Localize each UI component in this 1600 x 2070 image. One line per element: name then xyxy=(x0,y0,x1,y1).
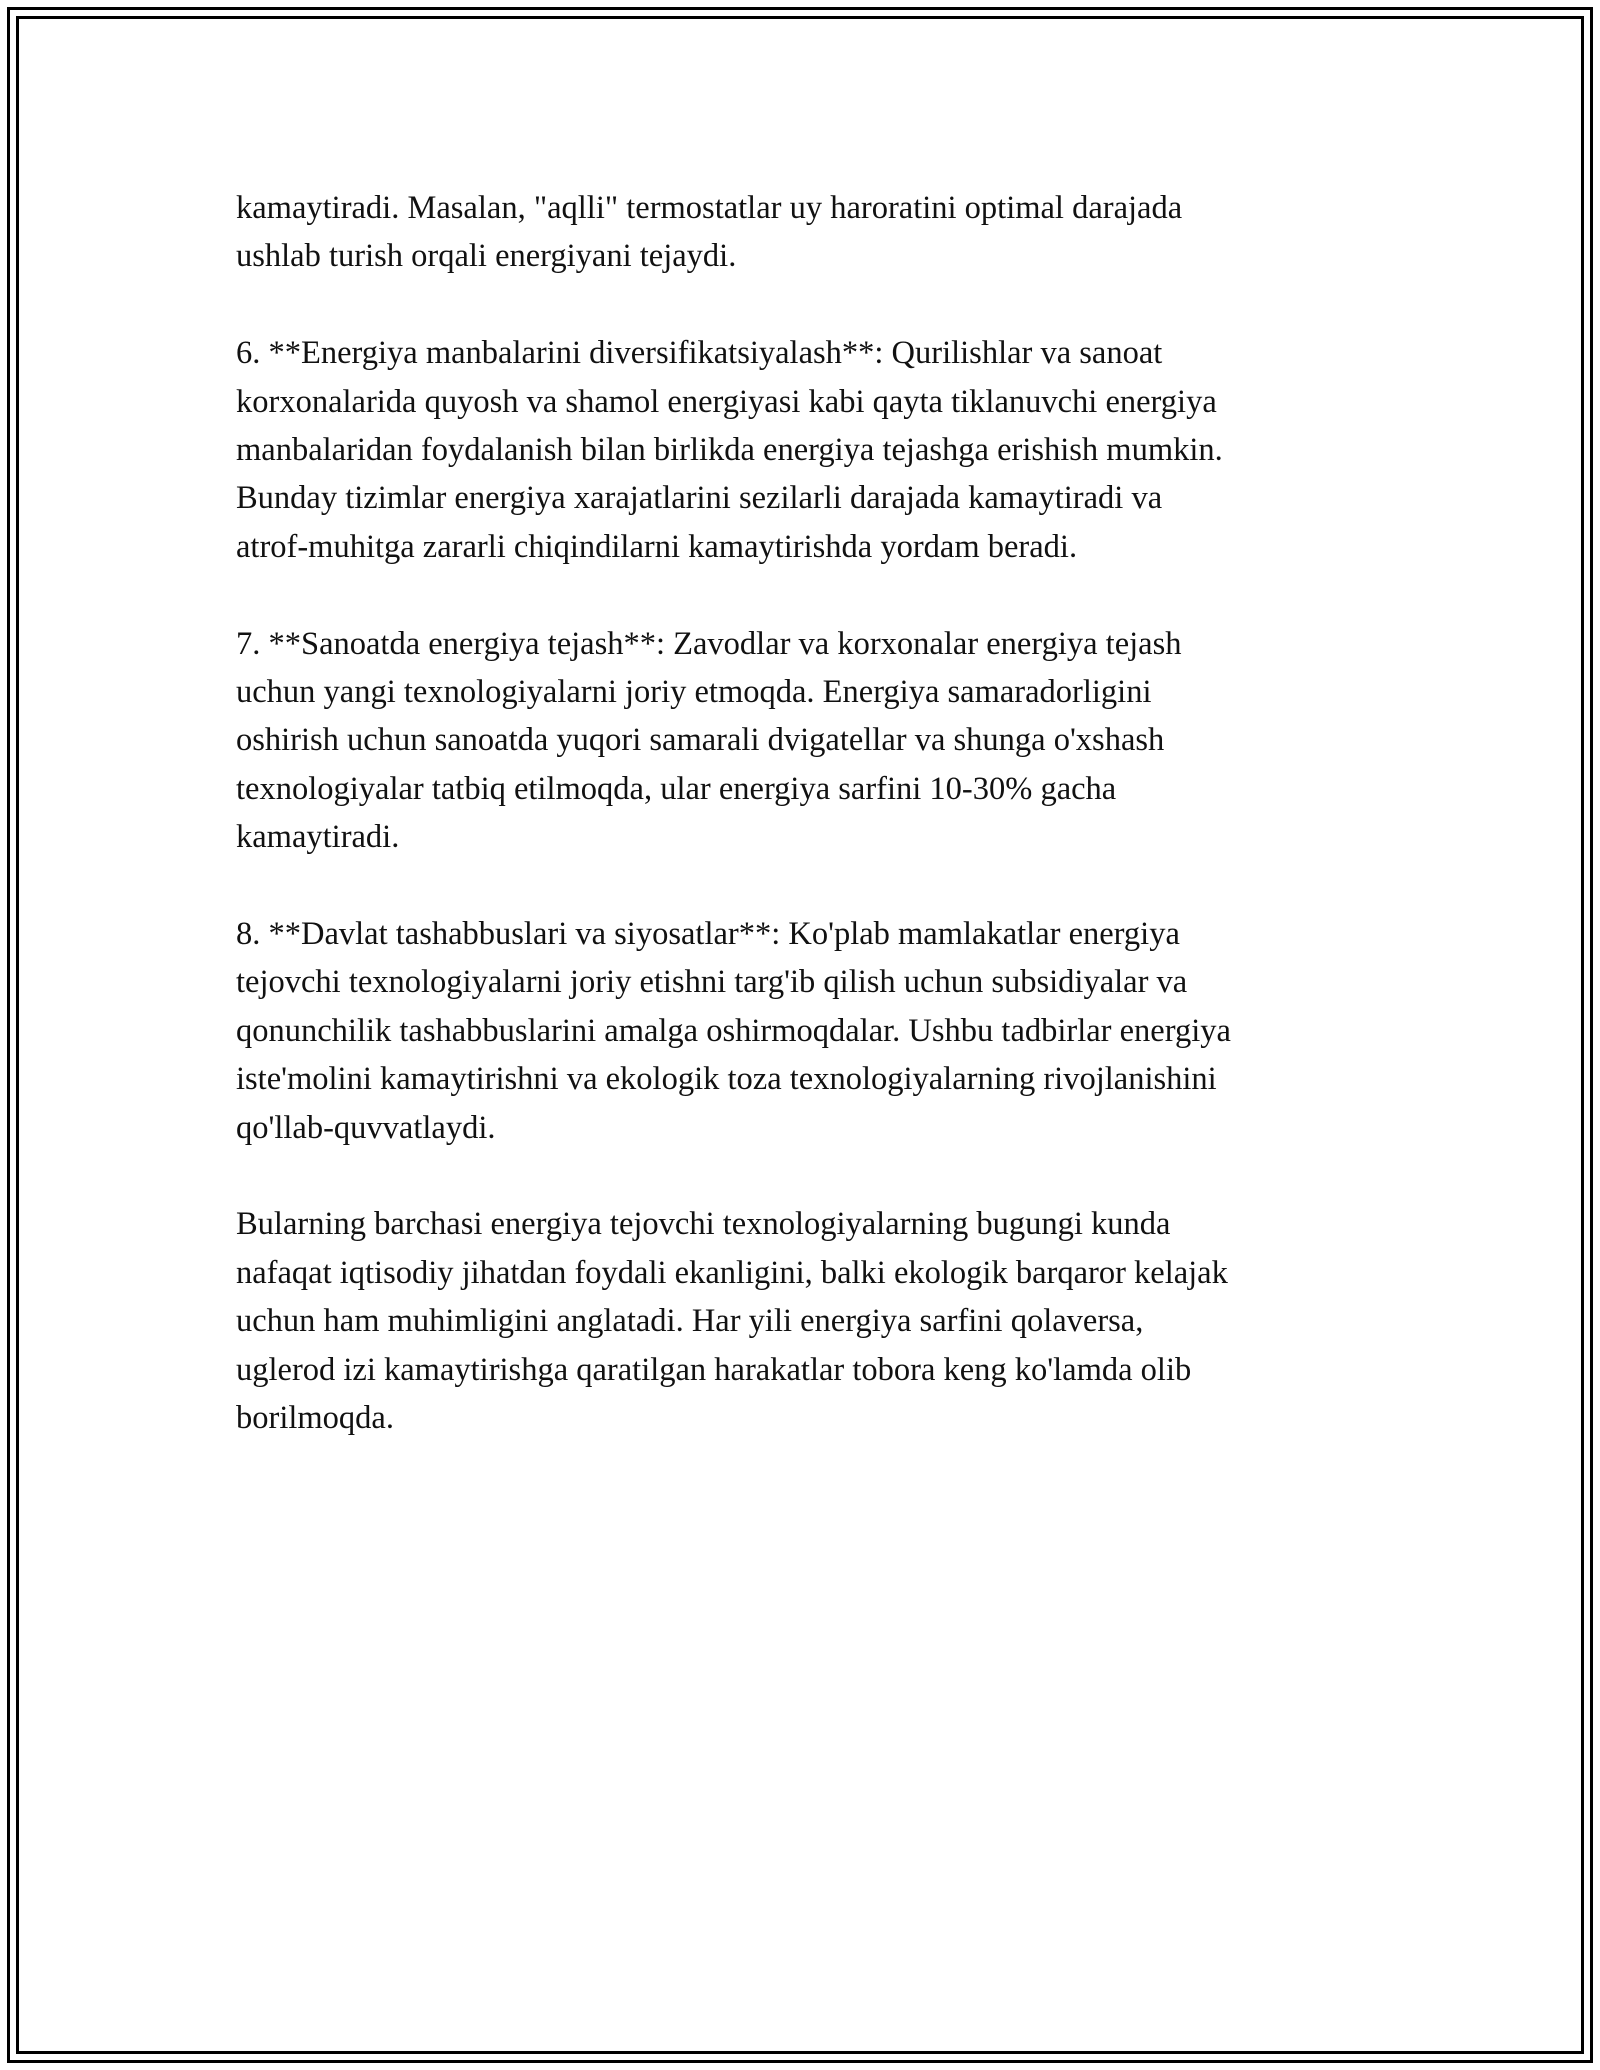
paragraph-item-8: 8. **Davlat tashabbuslari va siyosatlar**: Ko'plab mamlakatlar energiya tejovchi texnologiyalarni joriy etishni targ'ib qilish uchun subsidiyalar va qonunchilik tashabbuslarini amalga oshirmoqdalar. Ushbu tadbirlar energiya iste'molini kamaytirishni va ekologik toza texnologiyalarning rivojlanishini qo'llab-quvvatlaydi. xyxy=(236,916,1231,1146)
document-body xyxy=(236,184,1376,1443)
paragraph-conclusion: Bularning barchasi energiya tejovchi texnologiyalarning bugungi kunda nafaqat iqtisodiy jihatdan foydali ekanligini, balki ekologik barqaror kelajak uchun ham muhimligini anglatadi. Har yili energiya sarfini qolaversa, uglerod izi kamaytirishga qaratilgan harakatlar tobora keng ko'lamda olib borilmoqda. xyxy=(236,1206,1228,1437)
paragraph-intro-continuation: kamaytiradi. Masalan, "aqlli" termostatlar uy haroratini optimal darajada ushlab turish orqali energiyani tejaydi. xyxy=(236,190,1183,275)
paragraph-item-7: 7. **Sanoatda energiya tejash**: Zavodlar va korxonalar energiya tejash uchun yangi texnologiyalarni joriy etmoqda. Energiya samaradorligini oshirish uchun sanoatda yuqori samarali dvigatellar va shunga o'xshash texnologiyalar tatbiq etilmoqda, ular energiya sarfini 10-30% gacha kamaytiradi. xyxy=(236,625,1182,856)
paragraph-item-6: 6. **Energiya manbalarini diversifikatsiyalash**: Qurilishlar va sanoat korxonalarida quyosh va shamol energiyasi kabi qayta tiklanuvchi energiya manbalaridan foydalanish bilan birlikda energiya tejashga erishish mumkin. Bunday tizimlar energiya xarajatlarini sezilarli darajada kamaytiradi va atrof-muhitga zararli chiqindilarni kamaytirishda yordam beradi. xyxy=(236,335,1223,565)
